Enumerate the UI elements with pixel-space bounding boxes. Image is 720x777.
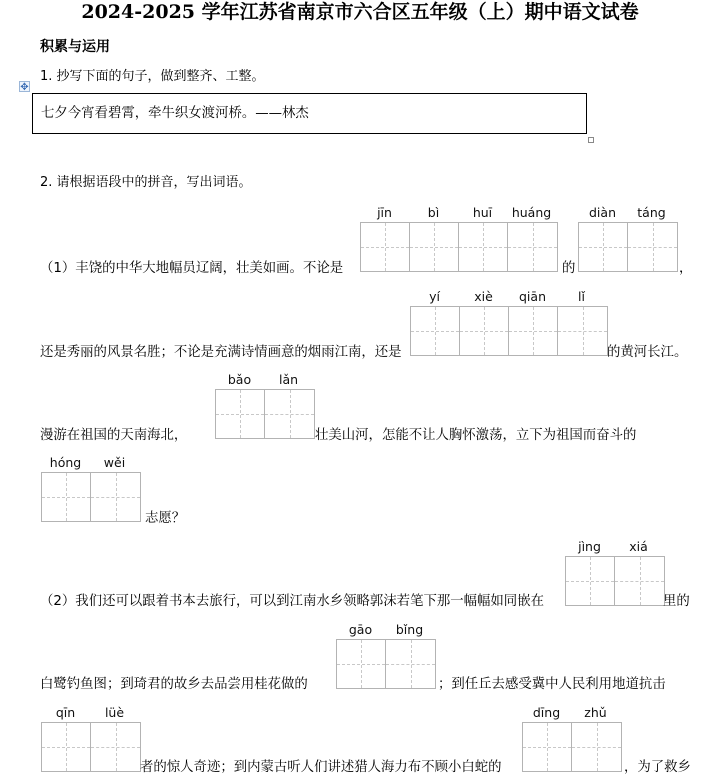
paragraph-text: ， xyxy=(679,261,693,276)
paragraph-text: ；到任丘去感受冀中人民利用地道抗击 xyxy=(438,677,666,692)
pinyin-label: lǐ xyxy=(578,289,585,304)
grid-cell[interactable] xyxy=(91,473,140,521)
grid-cell[interactable] xyxy=(523,723,572,771)
paragraph-text: 志愿？ xyxy=(145,511,186,526)
paragraph-text: 白鹭钓鱼图；到琦君的故乡去品尝用桂花做的 xyxy=(40,677,308,692)
paragraph-text: 的 xyxy=(562,261,576,276)
table-resize-handle[interactable] xyxy=(588,137,594,143)
grid-cell[interactable] xyxy=(579,223,628,271)
pinyin-label: lüè xyxy=(104,705,125,720)
writing-grid-ding-zhu[interactable] xyxy=(522,722,622,772)
paragraph-text: 者的惊人奇迹；到内蒙古听人们讲述猎人海力布不顾小白蛇的 xyxy=(140,760,502,775)
pinyin-label: táng xyxy=(637,205,666,220)
pinyin-label: diàn xyxy=(589,205,616,220)
writing-grid-dian-tang[interactable] xyxy=(578,222,678,272)
pinyin-label: wěi xyxy=(103,455,126,470)
pinyin-label: jīn xyxy=(377,205,392,220)
paragraph-text: 还是秀丽的风景名胜；不论是充满诗情画意的烟雨江南，还是 xyxy=(40,345,402,360)
grid-cell[interactable] xyxy=(509,307,558,355)
writing-grid-jin-bi-hui-huang[interactable] xyxy=(360,222,558,272)
grid-cell[interactable] xyxy=(91,723,140,771)
pinyin-label: xiá xyxy=(629,539,648,554)
grid-cell[interactable] xyxy=(558,307,607,355)
grid-cell[interactable] xyxy=(411,307,460,355)
writing-grid-gao-bing[interactable] xyxy=(336,639,436,689)
grid-cell[interactable] xyxy=(386,640,435,688)
writing-grid-jing-xia[interactable] xyxy=(565,556,665,606)
question-2-prompt: 2. 请根据语段中的拼音，写出词语。 xyxy=(40,175,252,190)
table-move-icon[interactable]: ✥ xyxy=(20,82,29,93)
pinyin-label: bì xyxy=(427,205,440,220)
pinyin-label: qīn xyxy=(55,705,76,720)
grid-cell[interactable] xyxy=(459,223,508,271)
paragraph-text: ，为了救乡 xyxy=(624,760,691,775)
grid-cell[interactable] xyxy=(460,307,509,355)
grid-cell[interactable] xyxy=(337,640,386,688)
pinyin-label: qiān xyxy=(519,289,546,304)
pinyin-label: huáng xyxy=(511,205,552,220)
grid-cell[interactable] xyxy=(361,223,410,271)
paragraph-text: 里的 xyxy=(663,594,690,609)
question-1-prompt: 1. 抄写下面的句子，做到整齐、工整。 xyxy=(40,69,265,84)
pinyin-label: xiè xyxy=(474,289,493,304)
grid-cell[interactable] xyxy=(615,557,664,605)
writing-grid-qin-lue[interactable] xyxy=(41,722,141,772)
grid-cell[interactable] xyxy=(410,223,459,271)
writing-grid-yi-xie-qian-li[interactable] xyxy=(410,306,608,356)
pinyin-label: huī xyxy=(472,205,493,220)
grid-cell[interactable] xyxy=(265,390,314,438)
pinyin-label: bǐng xyxy=(395,622,424,637)
section-heading: 积累与运用 xyxy=(40,39,110,55)
pinyin-label: dīng xyxy=(532,705,561,720)
paragraph-text: （2）我们还可以跟着书本去旅行，可以到江南水乡领略郭沫若笔下那一幅幅如同嵌在 xyxy=(40,594,544,609)
copy-sentence-text: 七夕今宵看碧霄，牵牛织女渡河桥。——林杰 xyxy=(41,106,309,121)
document-title: 2024-2025 学年江苏省南京市六合区五年级（上）期中语文试卷 xyxy=(81,1,639,23)
pinyin-label: yí xyxy=(429,289,440,304)
grid-cell[interactable] xyxy=(508,223,557,271)
paragraph-text: 的黄河长江。 xyxy=(607,345,688,360)
grid-cell[interactable] xyxy=(628,223,677,271)
grid-cell[interactable] xyxy=(42,723,91,771)
grid-cell[interactable] xyxy=(566,557,615,605)
writing-grid-bao-lan[interactable] xyxy=(215,389,315,439)
grid-cell[interactable] xyxy=(572,723,621,771)
paragraph-text: 壮美山河，怎能不让人胸怀激荡，立下为祖国而奋斗的 xyxy=(315,428,637,443)
pinyin-label: bǎo xyxy=(227,372,252,387)
pinyin-label: gāo xyxy=(348,622,373,637)
pinyin-label: hóng xyxy=(49,455,82,470)
pinyin-label: zhǔ xyxy=(584,705,607,720)
pinyin-label: jìng xyxy=(578,539,601,554)
writing-grid-hong-wei[interactable] xyxy=(41,472,141,522)
grid-cell[interactable] xyxy=(216,390,265,438)
grid-cell[interactable] xyxy=(42,473,91,521)
pinyin-label: lǎn xyxy=(278,372,299,387)
paragraph-text: 漫游在祖国的天南海北， xyxy=(40,428,188,443)
paragraph-text: （1）丰饶的中华大地幅员辽阔，壮美如画。不论是 xyxy=(40,261,344,276)
